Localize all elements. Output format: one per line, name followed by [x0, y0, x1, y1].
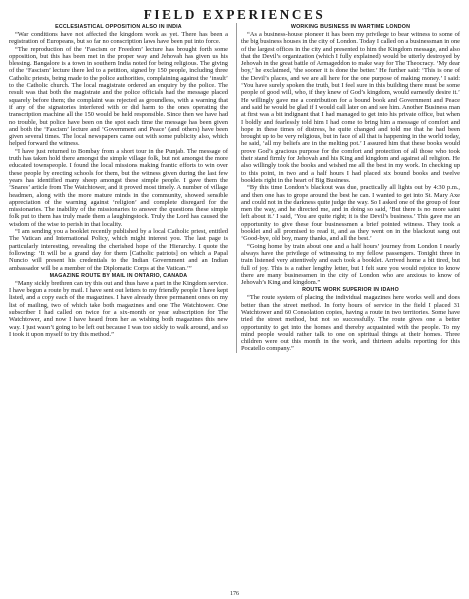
paragraph: “By this time London’s blackout was due, practically all lights out by 4:30 p.m., and then one has to grope around the best he can. I wanted to get into St. Mary Axe and could not in the darkness quite judge the way. So I asked one of the group of four men the way, and he directed me, and in doing so said, ‘But there is no more saint left about it.’ I said, ‘You are quite right; it is the Devil’s business.’ This gave me an opportunity to give these four businessmen a brief pointed witness. They took a booklet and all promised to read it, and as they went on in the blackout sang out ‘Good-bye, old boy, many thanks, and all the best.’ [241, 184, 460, 243]
columns [9, 23, 460, 353]
paragraph: “I am sending you a booklet recently published by a local Catholic priest, entitled The Vatican and International Policy, which might interest you. The last page is particularly interesting, revealing the cherished hope of the Hierarchy. I quote the following: ‘It will be a grand day for them [Catholic patriots] on which a Papal Nuncio will present his credentials to the Indian Government and an Indian ambassador will be a member of the Diplomatic Corps at the Vatican.’” [9, 228, 228, 272]
page-number: 176 [230, 591, 239, 597]
paragraph: “Going home by train about one and a half hours’ journey from London I nearly always have the privilege of witnessing to my fellow passengers. Tonight three in train listened very attentively and each took a booklet. Arrived home a bit tired, but full of joy. This is a rather lengthy letter, but I felt sure you would rejoice to know there are many businessmen in the city of London who are anxious to know of Jehovah’s King and kingdom.” [241, 242, 460, 287]
paragraph: “The route system of placing the individual magazines here works well and does better than the street method. In forty hours of service in the field I placed 31 Watchtower and 60 Consolation copies, having a route in two territories. Some have tried the street method, but not so successfully. The route gives one a better opportunity to get into the homes and thereby acquainted with the people. To my mind people would rather talk to one on spiritual things at their homes. Three children were out this month in the work, and thirteen adults reporting for this Pocatello company.” [241, 294, 460, 353]
paragraph: “I have just returned to Bombay from a short tour in the Punjab. The message of truth has taken hold there amongst the simple village folk, but not amongst the more educated townspeople. I found the local missions making frantic efforts to win over these people by erecting schools for them, but the witness given during the last few years has identified many sheep amongst these simple people. I gave them the ‘Snares’ article from The Watchtower, and it proved most timely. A number of village headmen, along with the more mature minds in the community, showed sensible appreciation of the warning against ‘religion’ and complete disregard for the missionaries. The inability of the missionaries to answer the questions these simple folk put to them has truly made them a laughingstock. Truly the Lord has caused the wisdom of the wise to perish in that locality. [9, 147, 228, 228]
section-title-idaho: ROUTE WORK SUPERIOR IN IDAHO [302, 287, 399, 294]
section-title-india: ECCLESIASTICAL OPPOSITION ALSO IN INDIA [55, 24, 182, 30]
section-title-london: WORKING BUSINESS IN WARTIME LONDON [290, 24, 411, 30]
paragraph: “Many sickly brethren can try this out and thus have a part in the Kingdom service. I have begun a route by mail. I have sent out letters to my friendly people I have kept listed, and a copy each of the magazines. I have already three permanent ones on my list of mailing, two of which take both magazines and one The Watchtower. One subscriber I had called on twice for a six-month or year subscription for The Watchtower, and now I have heard from her as wishing both magazines this new way. I just wasn’t going to be left out because I was too sickly to walk around, and so I took it upon myself to try this method.” [9, 279, 228, 338]
right-column [236, 23, 460, 353]
paragraph: “War conditions have not affected the kingdom work as yet. There has been a registration of Europeans, but so far no conscription laws have been put into force. [9, 31, 228, 46]
paragraph: “As a business-house pioneer it has been my privilege to bear witness to some of the big business houses in the city of London. Today I called on a businessman in one of the largest offices in the city and presented to him the Kingdom message, and also that the Devil’s organization (which I fully explained) would be utterly destroyed by Jehovah in the great battle of Armageddon to make way for The Theocracy. ‘My dear boy,’ he exclaimed, ‘the sooner it is done the better.’ He further said: ‘This is one of the Devil’s places, and we are all here for the one purpose of making money.’ I said: ‘You have surely spoken the truth, but I feel sure in this building there must be some people of good will, who, if they knew of God’s kingdom, would earnestly desire it.’ He willingly gave me a contribution for a bound book and Government and Peace and said he would be glad if I would call later on and see him. Another Business man at first was a bit indignant that I had managed to get into his private office, but when I boldly and fearlessly told him I had come to bring him a message of comfort and hope in these times of distress, he quite changed and told me that he had been brought up to be very religious, but in face of all that is happening in the world today, he said, ‘all my beliefs are in the melting pot.’ I assured him that these books would prove God’s gracious purpose for the comfort and protection of all those who took their stand firmly for Jehovah and his King and kingdom and against all religion. He also willingly took the books and wished me all the best in my work. In checking up to this point, in two and a half hours I had placed six bound books and twelve booklets right in the heart of Big Business. [241, 31, 460, 184]
left-column [9, 23, 228, 353]
paragraph: “The reproduction of the ‘Fascism or Freedom’ lecture has brought forth some opposition, but this has been met in the proper way and Jehovah has given us his blessing. Bangalore is a town in southern India noted for being religious. The giving of the ‘Fascism’ lecture there led to a petition, signed by 150 people, including three Catholic priests, being made to the police authorities, complaining against the ‘insult’ to the Catholic church. The local magistrate ordered an enquiry by the police. The result was that both the magistrate and the police officials had the message placed squarely before them; the complaint was rejected as groundless, with a warning that if any of the signatories interfered with or did harm to the ones operating the transcription machine all the 150 would be held responsible. Since then we have had no trouble, but police have been on the spot each time the message has been given and both the ‘Fascism’ lecture and ‘Government and Peace’ (and others) have been given several times. The local newspapers came out with some publicity also, which helped forward the witness. [9, 45, 228, 148]
section-title-ontario: MAGAZINE ROUTE BY MAIL IN ONTARIO, CANADA [49, 272, 188, 279]
page-title: FIELD EXPERIENCES [143, 7, 326, 22]
